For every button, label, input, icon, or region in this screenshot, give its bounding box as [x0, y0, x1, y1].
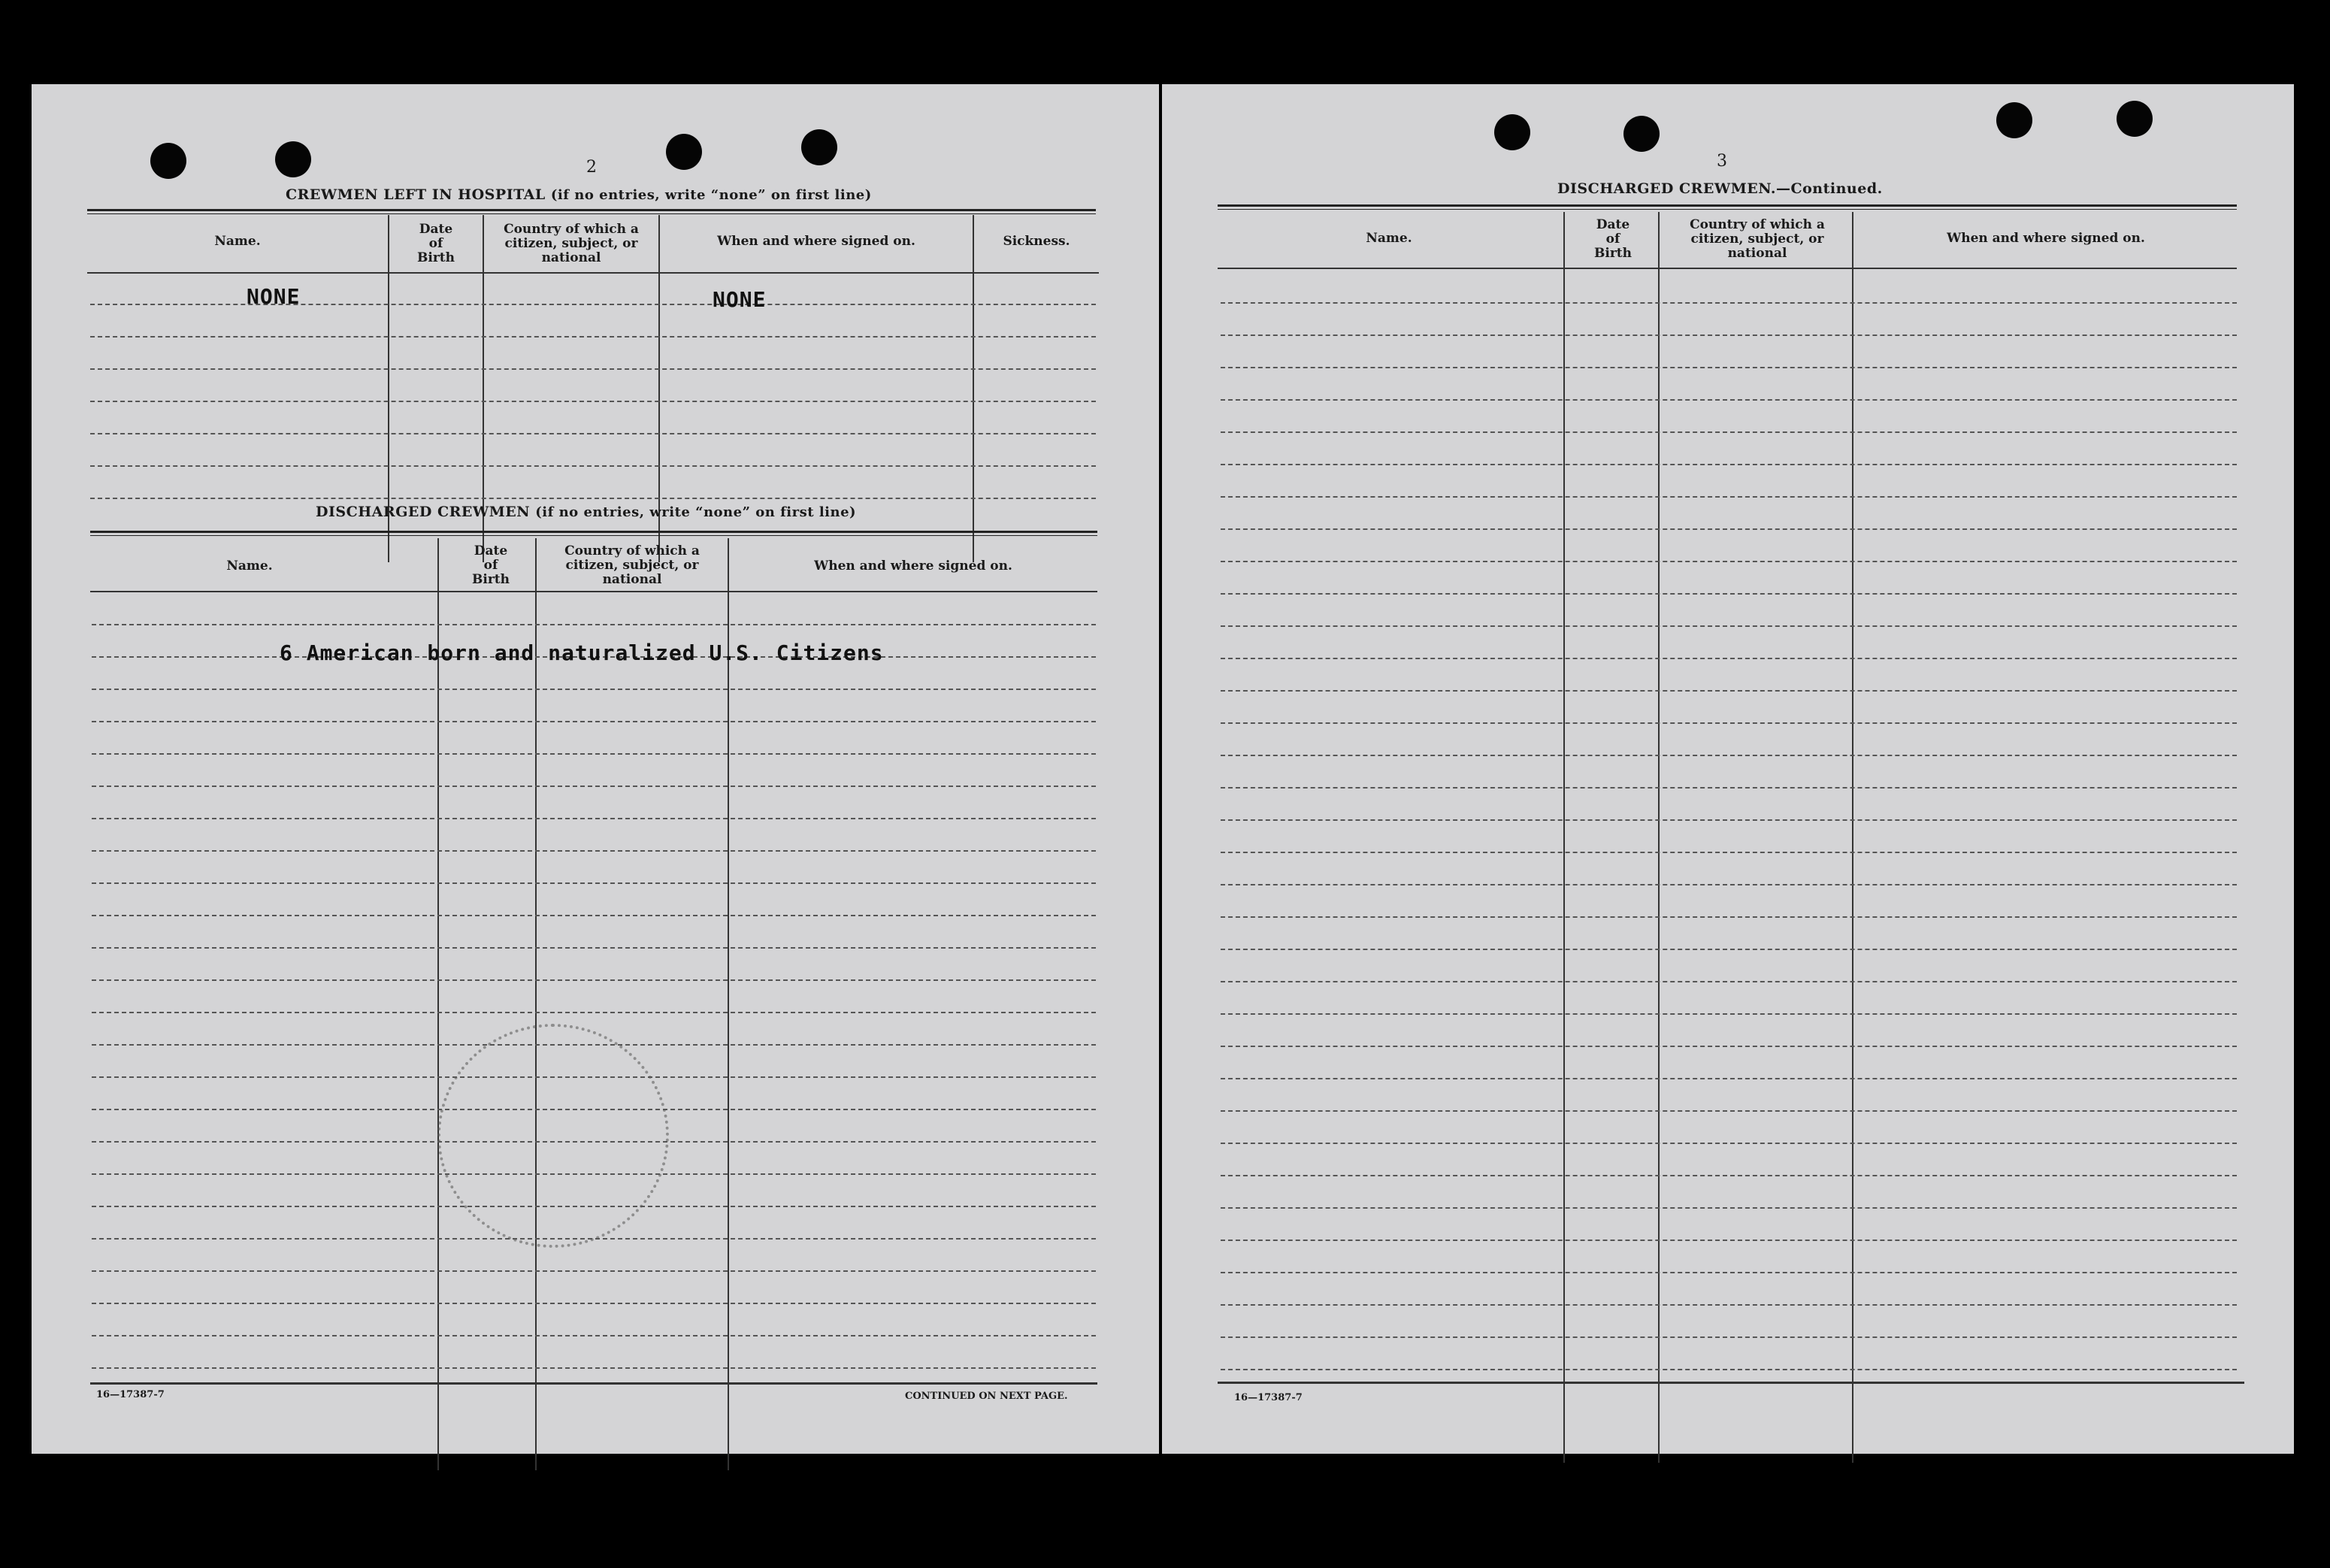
- form-number: 16—17387-7: [96, 1389, 165, 1400]
- column-header-dob: Date of Birth: [472, 543, 510, 587]
- entry-line: [1221, 690, 2237, 692]
- entry-line: [92, 753, 1096, 755]
- entry-line: [1221, 625, 2237, 627]
- entry-line: [1221, 1110, 2237, 1112]
- entry-line: [92, 947, 1096, 949]
- discharged-typed-note: 6 American born and naturalized U.S. Citizens: [280, 640, 884, 665]
- entry-line: [92, 786, 1096, 787]
- punch-hole: [1494, 114, 1530, 150]
- entry-line: [92, 721, 1096, 722]
- entry-line: [92, 689, 1096, 690]
- hospital-section-title: CREWMEN LEFT IN HOSPITAL (if no entries, write “none” on first line): [286, 186, 872, 203]
- hospital-name-entry: NONE: [247, 284, 301, 309]
- column-header-name: Name.: [214, 234, 261, 249]
- column-header-dob: Date of Birth: [1594, 217, 1632, 261]
- column-header-sickness: Sickness.: [1003, 234, 1070, 249]
- header-rule: [87, 272, 1099, 274]
- double-rule: [90, 531, 1097, 536]
- continued-note: CONTINUED ON NEXT PAGE.: [905, 1391, 1068, 1402]
- punch-hole: [150, 143, 186, 179]
- column-divider: [973, 215, 974, 562]
- entry-line: [1221, 528, 2237, 530]
- entry-line: [1221, 755, 2237, 756]
- entry-line: [90, 433, 1096, 434]
- column-header-country: Country of which a citizen, subject, or national: [564, 543, 700, 587]
- postmark-stamp: [437, 1024, 669, 1248]
- entry-line: [1221, 1046, 2237, 1047]
- column-header-signed-on: When and where signed on.: [1947, 231, 2145, 246]
- entry-line: [92, 818, 1096, 819]
- column-divider: [728, 538, 729, 1470]
- entry-line: [1221, 949, 2237, 950]
- column-header-country: Country of which a citizen, subject, or national: [1690, 217, 1825, 261]
- entry-line: [1221, 302, 2237, 304]
- entry-line: [1221, 1078, 2237, 1079]
- entry-line: [92, 1270, 1096, 1272]
- punch-hole: [666, 134, 702, 170]
- punch-hole: [2117, 101, 2153, 137]
- hospital-signed-entry: NONE: [713, 287, 767, 312]
- entry-line: [92, 624, 1096, 625]
- column-header-dob: Date of Birth: [417, 222, 455, 265]
- column-header-country: Country of which a citizen, subject, or national: [504, 222, 639, 265]
- column-header-name: Name.: [226, 558, 273, 574]
- discharged-section-title: DISCHARGED CREWMEN (if no entries, write “none” on first line): [316, 504, 857, 520]
- entry-line: [92, 979, 1096, 981]
- entry-line: [90, 368, 1096, 370]
- entry-line: [1221, 1240, 2237, 1241]
- header-rule: [1218, 268, 2237, 269]
- entry-line: [1221, 399, 2237, 401]
- bottom-rule: [1218, 1382, 2244, 1384]
- entry-line: [90, 401, 1096, 402]
- entry-line: [92, 1367, 1096, 1369]
- entry-line: [1221, 658, 2237, 659]
- entry-line: [1221, 1175, 2237, 1176]
- entry-line: [1221, 561, 2237, 562]
- entry-line: [90, 304, 1096, 305]
- entry-line: [1221, 1304, 2237, 1306]
- entry-line: [92, 1303, 1096, 1304]
- header-rule: [90, 591, 1097, 592]
- discharged-continued-title: DISCHARGED CREWMEN.—Continued.: [1557, 180, 1883, 197]
- punch-hole: [801, 129, 837, 165]
- double-rule: [1218, 204, 2237, 210]
- left-page: [32, 84, 1159, 1454]
- entry-line: [1221, 884, 2237, 885]
- entry-line: [1221, 1369, 2237, 1370]
- entry-line: [92, 1335, 1096, 1336]
- entry-line: [1221, 593, 2237, 595]
- entry-line: [1221, 464, 2237, 465]
- double-rule: [87, 209, 1096, 214]
- entry-line: [1221, 334, 2237, 336]
- entry-line: [1221, 1013, 2237, 1015]
- column-header-signed-on: When and where signed on.: [814, 558, 1012, 574]
- entry-line: [92, 1012, 1096, 1013]
- entry-line: [1221, 819, 2237, 821]
- entry-line: [1221, 722, 2237, 724]
- punch-hole: [275, 141, 311, 177]
- column-divider: [535, 538, 537, 1470]
- punch-hole: [1996, 102, 2032, 138]
- column-header-signed-on: When and where signed on.: [717, 234, 915, 249]
- column-header-name: Name.: [1366, 231, 1412, 246]
- entry-line: [1221, 431, 2237, 433]
- entry-line: [1221, 367, 2237, 368]
- entry-line: [92, 882, 1096, 884]
- entry-line: [1221, 1143, 2237, 1144]
- entry-line: [90, 465, 1096, 467]
- entry-line: [1221, 496, 2237, 498]
- bottom-rule: [90, 1382, 1097, 1385]
- entry-line: [1221, 916, 2237, 918]
- right-page: [1162, 84, 2294, 1454]
- entry-line: [1221, 787, 2237, 789]
- page-number: 3: [1717, 152, 1727, 171]
- form-number: 16—17387-7: [1234, 1392, 1303, 1403]
- entry-line: [1221, 1207, 2237, 1209]
- entry-line: [1221, 1272, 2237, 1273]
- entry-line: [90, 336, 1096, 338]
- entry-line: [1221, 1336, 2237, 1338]
- entry-line: [1221, 981, 2237, 982]
- column-divider: [437, 538, 439, 1470]
- punch-hole: [1623, 116, 1660, 152]
- entry-line: [90, 498, 1096, 499]
- page-number: 2: [586, 158, 597, 177]
- entry-line: [92, 915, 1096, 916]
- entry-line: [1221, 852, 2237, 853]
- entry-line: [92, 850, 1096, 852]
